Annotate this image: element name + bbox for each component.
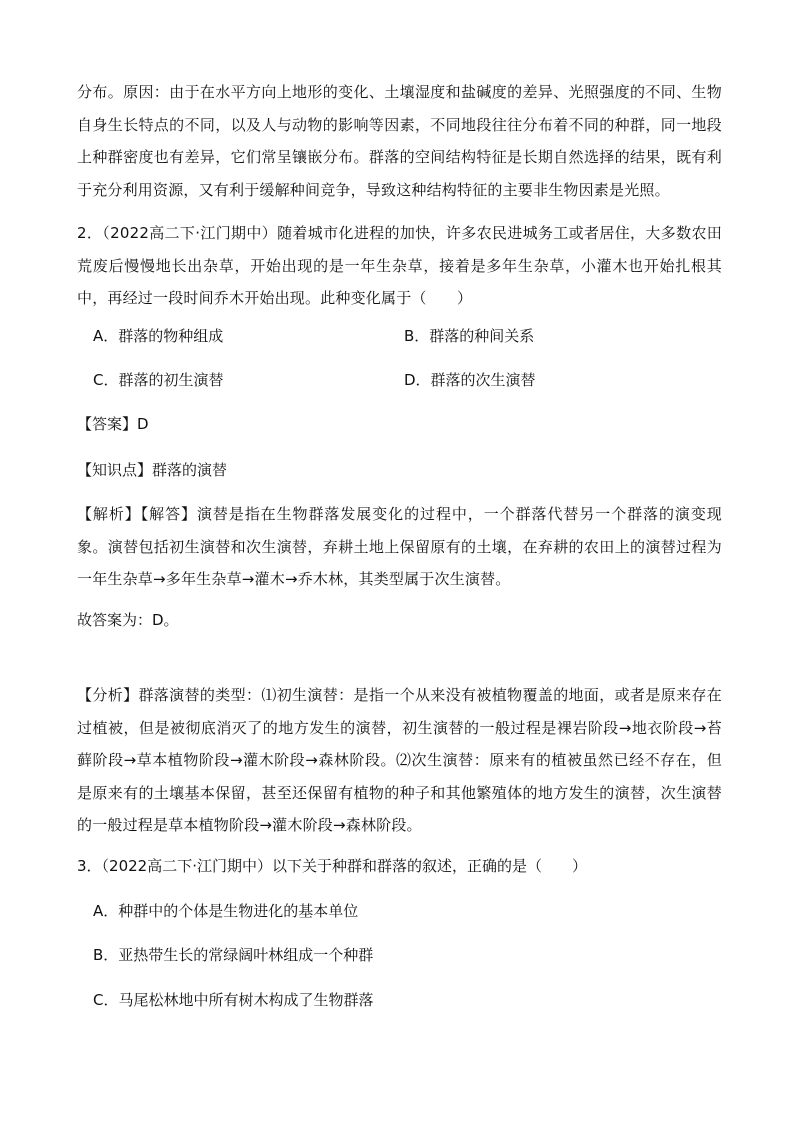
q2-option-c: C．群落的初生演替 [93,371,224,389]
q2-option-d: D．群落的次生演替 [404,371,536,389]
intro-paragraph: 分布。原因：由于在水平方向上地形的变化、土壤湿度和盐碱度的差异、光照强度的不同、生物自身生长特点的不同，以及人与动物的影响等因素，不同地段往往分布着不同的种群，同一地段上种群密度也有差异，它们常呈镶嵌分布。群落的空间结构特征是长期自然选择的结果，既有利于充分利用资源，又有利于缓解种间竞争，导致这种结构特征的主要非生物因素是光照。 [77,83,722,199]
q2-option-a: A．群落的物种组成 [93,327,224,345]
q2-explanation: 【解析】【解答】演替是指在生物群落发展变化的过程中，一个群落代替另一个群落的演变现象。演替包括初生演替和次生演替，弃耕土地上保留原有的土壤，在弃耕的农田上的演替过程为一年生杂草→多年生杂草→灌木→乔木林，其类型属于次生演替。 [77,505,722,588]
q3-option-a: A．种群中的个体是生物进化的基本单位 [93,902,359,920]
question-2-stem: 2．（2022高二下·江门期中）随着城市化进程的加快，许多农民进城务工或者居住，大多数农田荒废后慢慢地长出杂草，开始出现的是一年生杂草，接着是多年生杂草，小灌木也开始扎根其中，再经过一段时间乔木开始出现。此种变化属于（ ） [77,224,722,307]
q2-answer: 【答案】D [77,415,149,433]
q2-conclusion: 故答案为：D。 [77,611,179,629]
q2-analysis: 【分析】群落演替的类型：⑴初生演替：是指一个从来没有被植物覆盖的地面，或者是原来存在过植被，但是被彻底消灭了的地方发生的演替，初生演替的一般过程是裸岩阶段→地衣阶段→苔藓阶段→草本植物阶段→灌木阶段→森林阶段。⑵次生演替：原来有的植被虽然已经不存在，但是原来有的土壤基本保留，甚至还保留有植物的种子和其他繁殖体的地方发生的演替，次生演替的一般过程是草本植物阶段→灌木阶段→森林阶段。 [77,686,722,834]
q3-option-b: B．亚热带生长的常绿阔叶林组成一个种群 [93,946,374,964]
q2-option-b: B．群落的种间关系 [404,327,535,345]
question-3-stem: 3．（2022高二下·江门期中）以下关于种群和群落的叙述，正确的是（ ） [77,857,587,875]
q3-option-c: C．马尾松林地中所有树木构成了生物群落 [93,991,374,1009]
q2-knowledge-point: 【知识点】群落的演替 [77,461,228,479]
